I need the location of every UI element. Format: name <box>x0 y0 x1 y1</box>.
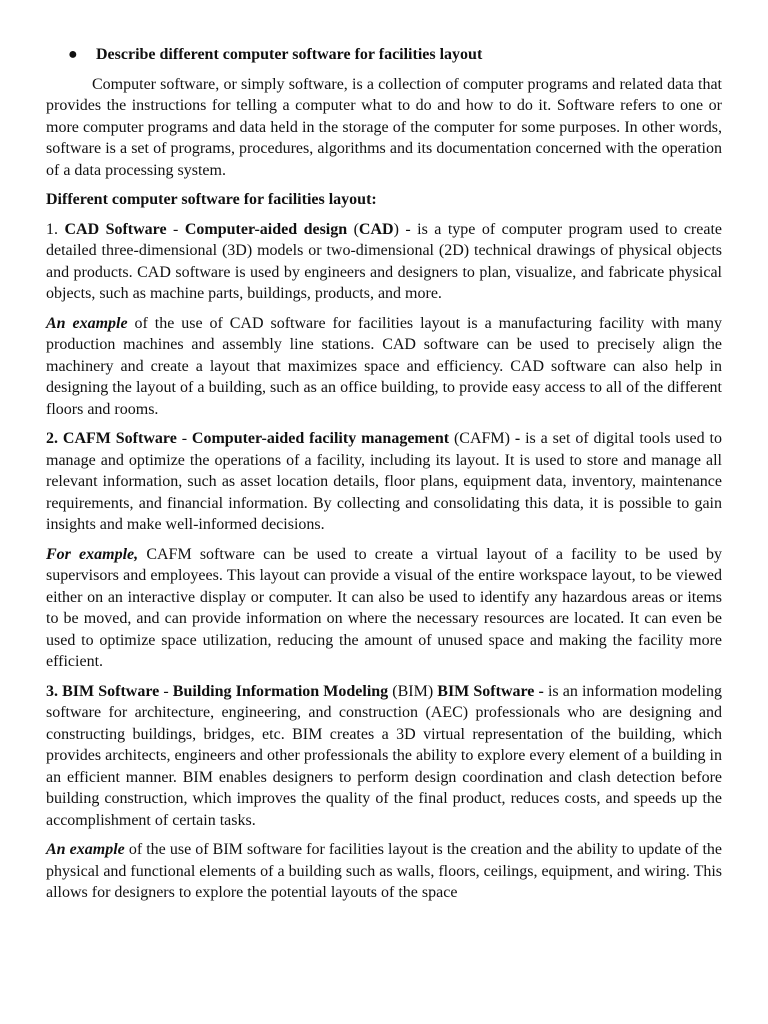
cafm-body: is a set of digital tools used to manage and optimize the operations of a facility, including its layout. It is used to store and manage all relevant information, such as asset location details, floor plans, equipment data, inventory, maintenance requirements, and financial information. By collecting and consolidating this data, it is possible to gain insights and make well-informed decisions. <box>46 430 722 533</box>
cad-dash: - <box>166 220 185 238</box>
cad-paragraph <box>46 219 722 305</box>
cad-example-body: of the use of CAD software for facilities layout is a manufacturing facility with many production machines and assembly line stations. CAD software can be used to precisely align the machinery and create a layout that maximizes space and efficiency. CAD software can also help in designing the layout of a building, such as an office building, to provide easy access to all of the different floors and rooms. <box>46 314 722 418</box>
cafm-paragraph <box>46 428 722 536</box>
cafm-dash: - <box>176 430 192 447</box>
cad-name: CAD Software <box>64 220 167 238</box>
cafm-example-paragraph <box>46 544 722 673</box>
intro-paragraph: Computer software, or simply software, is a collection of computer programs and related data that provides the instructions for telling a computer what to do and how to do it. Software refers to one or more computer programs and data held in the storage of the computer for some purposes. In other words, software is a set of programs, procedures, algorithms and its documentation concerned with the operation of a data processing system. <box>46 75 722 179</box>
bim-example-lead: An example <box>46 841 125 858</box>
bim-example-body: of the use of BIM software for facilities layout is the creation and the ability to update of the physical and functional elements of a building such as walls, floors, ceilings, equipment, and wiring. This allows for designers to explore the potential layouts of the space <box>46 841 723 901</box>
bim-paragraph <box>46 681 722 832</box>
cad-number: 1. <box>46 220 65 238</box>
cafm-example-lead: For example, <box>46 545 139 563</box>
section-heading: Different computer software for facilities layout: <box>46 191 377 208</box>
bim-dash-2: - <box>534 682 544 700</box>
bim-body: is an information modeling software for architecture, engineering, and construction (AEC) professionals who are designing and constructing buildings, bridges, etc. BIM creates a 3D virtual representation of the building, which provides architects, engineers and other professionals the ability to explore every element of a building in an efficient manner. BIM enables designers to perform design coordination and clash detection before building construction, which improves the quality of the final product, reduces costs, and speeds up the accomplishment of certain tasks. <box>46 682 723 829</box>
bim-abbr: (BIM) <box>388 682 438 700</box>
bullet-heading-text: Describe different computer software for facilities layout <box>96 46 483 63</box>
cafm-full-name: Computer-aided facility management <box>191 430 450 447</box>
cad-abbr: CAD <box>358 220 394 238</box>
cad-abbr-close: ) <box>393 220 399 238</box>
cafm-lead: 2. CAFM Software <box>46 430 177 447</box>
cad-full-name: Computer-aided design <box>184 220 348 238</box>
bim-lead-2: BIM Software <box>437 682 535 700</box>
document-page <box>46 44 722 912</box>
cad-example-paragraph <box>46 313 722 421</box>
bullet-icon: ● <box>68 46 78 63</box>
cad-example-lead: An example <box>46 314 128 332</box>
bim-dash: - <box>159 682 173 700</box>
cafm-abbr: (CAFM) <box>449 430 515 447</box>
bim-full-name: Building Information Modeling <box>172 682 389 700</box>
bullet-heading <box>46 44 722 66</box>
cafm-dash-2: - <box>514 430 521 447</box>
cad-body: - is a type of computer program used to create detailed three-dimensional (3D) models or two-dimensional (2D) technical drawings of physical objects and products. CAD software is used by engineers and designers to plan, visualize, and fabricate physical objects, such as machine parts, buildings, products, and more. <box>46 220 722 302</box>
bim-lead: 3. BIM Software <box>46 682 160 700</box>
cad-abbr-open: ( <box>347 220 359 238</box>
bim-example-paragraph <box>46 839 722 904</box>
cafm-example-body: CAFM software can be used to create a virtual layout of a facility to be used by supervisors and employees. This layout can provide a visual of the entire workspace layout, to be viewed either on an interactive display or computer. It can also be used to identify any hazardous areas or items to be moved, and can provide information on where the necessary resources are located. It can even be used to optimize space utilization, reducing the amount of unused space and making the facility more efficient. <box>46 545 722 670</box>
